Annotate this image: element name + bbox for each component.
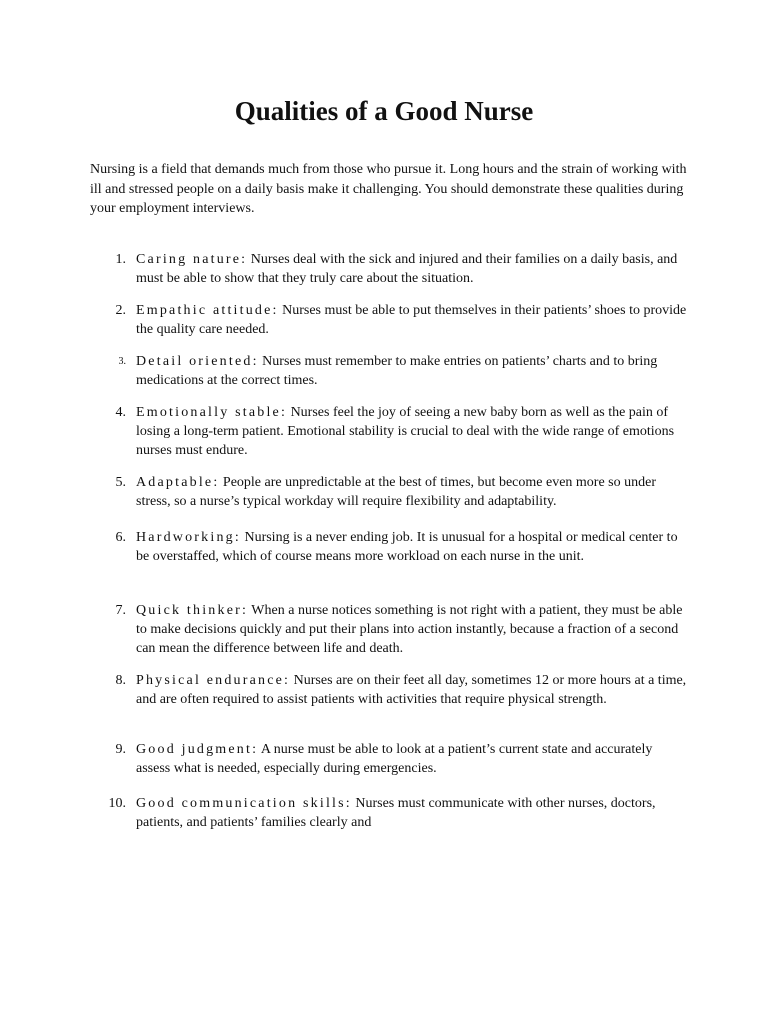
item-number: 7. [115, 603, 126, 618]
item-text: Nurses deal with the sick and injured and their families on a daily basis, and must be able to show that they truly care about the situation. [136, 252, 678, 287]
item-term: Caring nature: [136, 252, 248, 267]
item-term: Good judgment: [136, 742, 259, 757]
item-text: When a nurse notices something is not right with a patient, they must be able to make decisions quickly and put their plans into action instantly, because a fraction of a second can mean the difference between life and death. [136, 603, 683, 657]
item-number: 3. [118, 356, 126, 367]
item-number: 8. [115, 673, 126, 688]
item-term: Adaptable: [136, 475, 220, 490]
item-number: 5. [115, 475, 126, 490]
item-text: Nurses must remember to make entries on patients’ charts and to bring medications at the correct times. [136, 354, 658, 389]
item-term: Good communication skills: [136, 796, 352, 811]
item-number: 6. [115, 530, 126, 545]
item-text: A nurse must be able to look at a patient’s current state and accurately assess what is needed, especially during emergencies. [136, 742, 653, 777]
item-number: 10. [108, 796, 126, 811]
intro-paragraph: Nursing is a field that demands much from those who pursue it. Long hours and the strain of working with ill and stressed people on a daily basis make it challenging. You should demonstrate these qualities during your employment interviews. [90, 162, 687, 216]
item-term: Detail oriented: [136, 354, 259, 369]
item-text: Nurses must communicate with other nurses, doctors, patients, and patients’ families clearly and [136, 796, 656, 831]
item-text: Nursing is a never ending job. It is unusual for a hospital or medical center to be overstaffed, which of course means more workload on each nurse in the unit. [136, 530, 678, 565]
item-number: 2. [115, 303, 126, 318]
page-title: Qualities of a Good Nurse [234, 96, 534, 126]
item-text: Nurses must be able to put themselves in their patients’ shoes to provide the quality care needed. [136, 303, 687, 338]
item-term: Emotionally stable: [136, 405, 288, 420]
item-text: Nurses are on their feet all day, sometimes 12 or more hours at a time, and are often required to assist patients with activities that require physical strength. [136, 673, 687, 708]
item-term: Hardworking: [136, 530, 241, 545]
item-number: 9. [115, 742, 126, 757]
item-text: Nurses feel the joy of seeing a new baby born as well as the pain of losing a long-term patient. Emotional stability is crucial to deal with the wide range of emotions nurses must endure. [136, 405, 675, 459]
item-number: 4. [115, 405, 126, 420]
item-term: Empathic attitude: [136, 303, 279, 318]
item-number: 1. [115, 252, 126, 267]
item-term: Physical endurance: [136, 673, 291, 688]
item-text: People are unpredictable at the best of times, but become even more so under stress, so a nurse’s typical workday will require flexibility and adaptability. [136, 475, 656, 510]
item-term: Quick thinker: [136, 603, 249, 618]
